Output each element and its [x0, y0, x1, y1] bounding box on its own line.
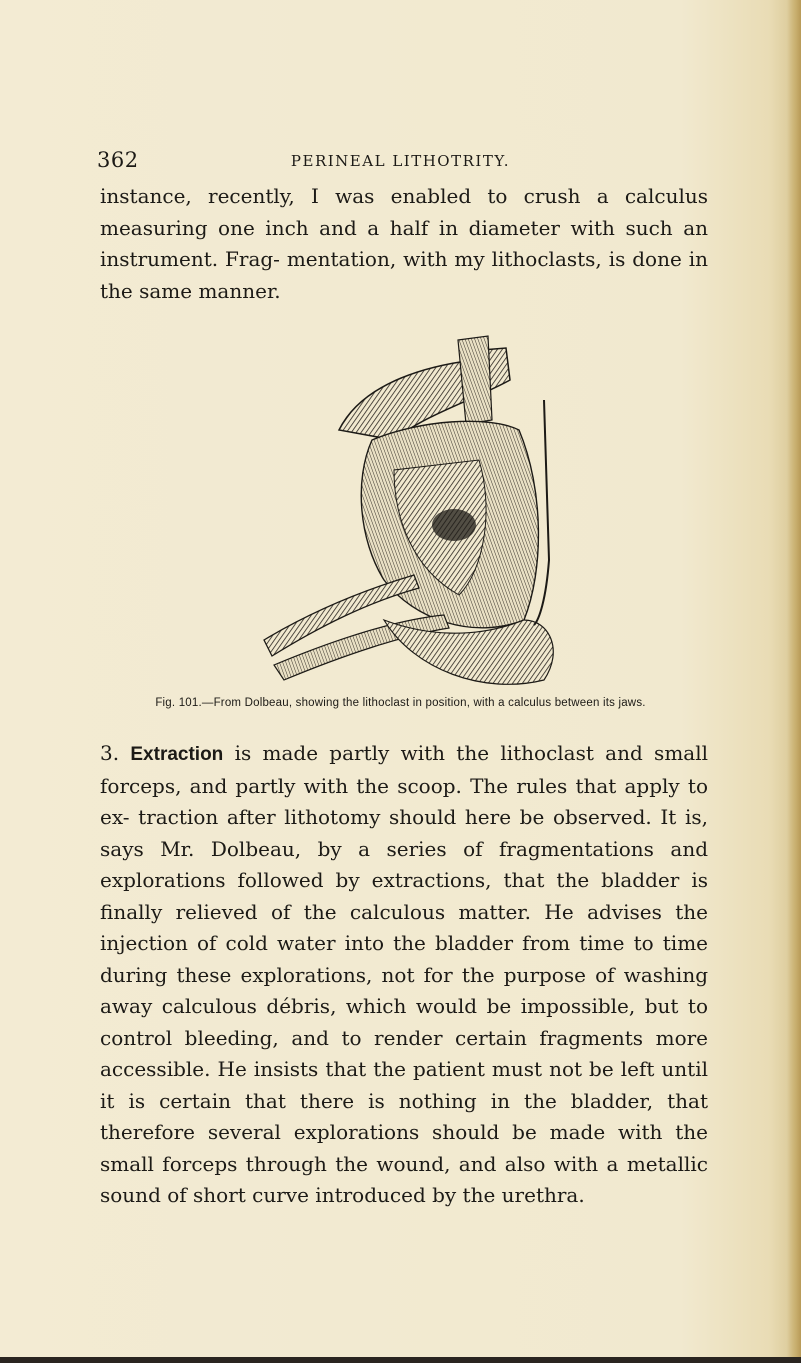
section-number: 3. [100, 741, 120, 765]
page-number: 362 [97, 148, 139, 172]
section-heading: Extraction [130, 744, 224, 765]
figure-caption: Fig. 101.—From Dolbeau, showing the lithoclast in position, with a calculus between its jaws. [155, 697, 646, 709]
paragraph-body: is made partly with the lithoclast and small forceps, and partly with the scoop. The rules that apply to ex- traction after lithotomy should here be observed. It is, says Mr. Dolbeau, by a series of fragmentations and explorations followed by extractions, that the bladder is finally relieved of the calculous matter. He advises the injection of cold water into the bladder from time to time during these explorations, not for the purpose of washing away calculous débris, which would be impossible, but to control bleeding, and to render certain fragments more accessible. He insists that the patient must not be left until it is certain that there is nothing in the bladder, that therefore several explorations should be made with the small forceps through the wound, and also with a metallic sound of short curve introduced by the urethra. [100, 741, 708, 1207]
lithoclast-engraving [244, 320, 574, 705]
running-head: PERINEAL LITHOTRITY. [290, 152, 511, 170]
page-edge-shadow [787, 0, 801, 1363]
paragraph-continuation: instance, recently, I was enabled to crush a calculus measuring one inch and a half in diameter with such an instrument. Frag- mentation, with my lithoclasts, is done in the same manner. [100, 184, 708, 303]
page-bottom-rule [0, 1357, 801, 1363]
paragraph-extraction [100, 738, 708, 1212]
